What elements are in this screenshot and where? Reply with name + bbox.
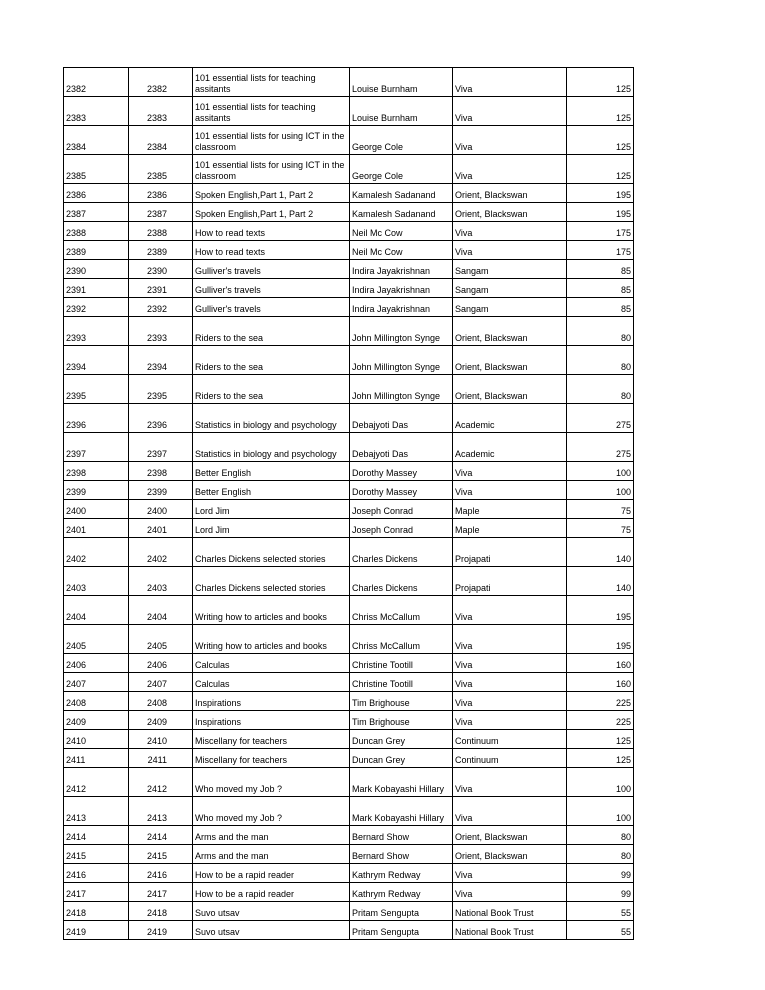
cell-author: Bernard Show — [350, 826, 453, 845]
cell-accession-number: 2407 — [129, 673, 193, 692]
cell-author: Charles Dickens — [350, 567, 453, 596]
cell-serial-number: 2396 — [64, 404, 129, 433]
cell-book-title: Gulliver's travels — [193, 260, 350, 279]
cell-publisher: Projapati — [453, 567, 567, 596]
cell-author: Mark Kobayashi Hillary — [350, 797, 453, 826]
cell-price: 99 — [567, 883, 634, 902]
cell-price: 85 — [567, 298, 634, 317]
cell-accession-number: 2398 — [129, 462, 193, 481]
cell-price: 225 — [567, 711, 634, 730]
cell-publisher: Viva — [453, 481, 567, 500]
cell-accession-number: 2413 — [129, 797, 193, 826]
cell-publisher: Viva — [453, 596, 567, 625]
table-row — [64, 462, 634, 481]
cell-book-title: Calculas — [193, 673, 350, 692]
cell-publisher: Viva — [453, 625, 567, 654]
table-row — [64, 596, 634, 625]
cell-publisher: National Book Trust — [453, 902, 567, 921]
cell-author: John Millington Synge — [350, 375, 453, 404]
table-row — [64, 433, 634, 462]
table-row — [64, 864, 634, 883]
cell-accession-number: 2394 — [129, 346, 193, 375]
cell-price: 100 — [567, 462, 634, 481]
table-row — [64, 222, 634, 241]
cell-price: 80 — [567, 317, 634, 346]
cell-accession-number: 2404 — [129, 596, 193, 625]
cell-price: 80 — [567, 826, 634, 845]
cell-accession-number: 2393 — [129, 317, 193, 346]
cell-serial-number: 2382 — [64, 68, 129, 97]
cell-serial-number: 2400 — [64, 500, 129, 519]
cell-book-title: Gulliver's travels — [193, 298, 350, 317]
cell-publisher: Orient, Blackswan — [453, 845, 567, 864]
cell-price: 55 — [567, 902, 634, 921]
cell-serial-number: 2390 — [64, 260, 129, 279]
cell-accession-number: 2412 — [129, 768, 193, 797]
cell-price: 140 — [567, 538, 634, 567]
cell-book-title: Gulliver's travels — [193, 279, 350, 298]
book-register-table — [63, 67, 634, 940]
cell-author: Kamalesh Sadanand — [350, 203, 453, 222]
cell-accession-number: 2390 — [129, 260, 193, 279]
cell-serial-number: 2389 — [64, 241, 129, 260]
cell-author: Tim Brighouse — [350, 692, 453, 711]
cell-accession-number: 2387 — [129, 203, 193, 222]
cell-publisher: National Book Trust — [453, 921, 567, 940]
table-row — [64, 902, 634, 921]
cell-serial-number: 2409 — [64, 711, 129, 730]
cell-price: 195 — [567, 596, 634, 625]
cell-price: 125 — [567, 749, 634, 768]
cell-price: 175 — [567, 222, 634, 241]
cell-price: 275 — [567, 433, 634, 462]
cell-accession-number: 2389 — [129, 241, 193, 260]
cell-accession-number: 2419 — [129, 921, 193, 940]
cell-publisher: Continuum — [453, 730, 567, 749]
table-row — [64, 711, 634, 730]
cell-price: 195 — [567, 625, 634, 654]
cell-book-title: Inspirations — [193, 711, 350, 730]
table-body — [64, 68, 634, 940]
cell-accession-number: 2382 — [129, 68, 193, 97]
cell-price: 85 — [567, 260, 634, 279]
cell-author: Pritam Sengupta — [350, 921, 453, 940]
cell-author: Chriss McCallum — [350, 625, 453, 654]
cell-price: 195 — [567, 184, 634, 203]
cell-author: George Cole — [350, 126, 453, 155]
cell-serial-number: 2415 — [64, 845, 129, 864]
cell-publisher: Viva — [453, 241, 567, 260]
cell-accession-number: 2397 — [129, 433, 193, 462]
cell-price: 275 — [567, 404, 634, 433]
cell-book-title: Better English — [193, 481, 350, 500]
cell-book-title: How to be a rapid reader — [193, 883, 350, 902]
cell-serial-number: 2410 — [64, 730, 129, 749]
cell-author: Indira Jayakrishnan — [350, 260, 453, 279]
table-row — [64, 126, 634, 155]
cell-book-title: Suvo utsav — [193, 902, 350, 921]
cell-price: 195 — [567, 203, 634, 222]
cell-serial-number: 2384 — [64, 126, 129, 155]
table-row — [64, 749, 634, 768]
cell-publisher: Academic — [453, 404, 567, 433]
table-row — [64, 241, 634, 260]
cell-serial-number: 2413 — [64, 797, 129, 826]
cell-accession-number: 2399 — [129, 481, 193, 500]
table-row — [64, 404, 634, 433]
cell-accession-number: 2392 — [129, 298, 193, 317]
cell-serial-number: 2386 — [64, 184, 129, 203]
cell-serial-number: 2414 — [64, 826, 129, 845]
table-row — [64, 567, 634, 596]
cell-accession-number: 2383 — [129, 97, 193, 126]
cell-publisher: Academic — [453, 433, 567, 462]
cell-price: 80 — [567, 375, 634, 404]
cell-serial-number: 2407 — [64, 673, 129, 692]
cell-book-title: Inspirations — [193, 692, 350, 711]
cell-publisher: Viva — [453, 462, 567, 481]
cell-book-title: How to read texts — [193, 241, 350, 260]
cell-accession-number: 2391 — [129, 279, 193, 298]
cell-publisher: Orient, Blackswan — [453, 346, 567, 375]
cell-publisher: Orient, Blackswan — [453, 375, 567, 404]
cell-serial-number: 2394 — [64, 346, 129, 375]
cell-author: Bernard Show — [350, 845, 453, 864]
cell-accession-number: 2384 — [129, 126, 193, 155]
cell-accession-number: 2409 — [129, 711, 193, 730]
cell-serial-number: 2416 — [64, 864, 129, 883]
table-row — [64, 481, 634, 500]
cell-author: Indira Jayakrishnan — [350, 279, 453, 298]
cell-accession-number: 2410 — [129, 730, 193, 749]
cell-publisher: Sangam — [453, 298, 567, 317]
cell-book-title: How to be a rapid reader — [193, 864, 350, 883]
cell-book-title: Spoken English,Part 1, Part 2 — [193, 203, 350, 222]
cell-publisher: Maple — [453, 500, 567, 519]
cell-price: 100 — [567, 768, 634, 797]
cell-publisher: Viva — [453, 692, 567, 711]
cell-price: 125 — [567, 97, 634, 126]
cell-book-title: 101 essential lists for teaching assitants — [193, 97, 350, 126]
cell-book-title: Who moved my Job ? — [193, 768, 350, 797]
cell-price: 160 — [567, 673, 634, 692]
cell-book-title: Arms and the man — [193, 845, 350, 864]
cell-accession-number: 2402 — [129, 538, 193, 567]
cell-book-title: Who moved my Job ? — [193, 797, 350, 826]
cell-serial-number: 2402 — [64, 538, 129, 567]
table-row — [64, 692, 634, 711]
cell-publisher: Orient, Blackswan — [453, 826, 567, 845]
cell-accession-number: 2416 — [129, 864, 193, 883]
table-row — [64, 797, 634, 826]
cell-publisher: Viva — [453, 654, 567, 673]
cell-publisher: Viva — [453, 711, 567, 730]
cell-book-title: Riders to the sea — [193, 346, 350, 375]
cell-publisher: Viva — [453, 68, 567, 97]
cell-accession-number: 2401 — [129, 519, 193, 538]
cell-book-title: Lord Jim — [193, 500, 350, 519]
cell-author: Joseph Conrad — [350, 519, 453, 538]
cell-serial-number: 2395 — [64, 375, 129, 404]
cell-book-title: Statistics in biology and psychology — [193, 433, 350, 462]
cell-publisher: Viva — [453, 883, 567, 902]
cell-author: Debajyoti Das — [350, 404, 453, 433]
cell-author: Kathrym Redway — [350, 864, 453, 883]
cell-serial-number: 2392 — [64, 298, 129, 317]
cell-price: 75 — [567, 519, 634, 538]
cell-price: 125 — [567, 155, 634, 184]
cell-publisher: Maple — [453, 519, 567, 538]
table-row — [64, 519, 634, 538]
cell-book-title: 101 essential lists for using ICT in the classroom — [193, 155, 350, 184]
cell-serial-number: 2404 — [64, 596, 129, 625]
cell-book-title: 101 essential lists for teaching assitants — [193, 68, 350, 97]
cell-author: Neil Mc Cow — [350, 222, 453, 241]
cell-author: Kamalesh Sadanand — [350, 184, 453, 203]
cell-accession-number: 2405 — [129, 625, 193, 654]
cell-book-title: Miscellany for teachers — [193, 730, 350, 749]
cell-author: John Millington Synge — [350, 346, 453, 375]
cell-author: Charles Dickens — [350, 538, 453, 567]
table-row — [64, 921, 634, 940]
cell-author: George Cole — [350, 155, 453, 184]
table-row — [64, 203, 634, 222]
table-row — [64, 625, 634, 654]
cell-publisher: Sangam — [453, 279, 567, 298]
cell-author: Chriss McCallum — [350, 596, 453, 625]
cell-book-title: Spoken English,Part 1, Part 2 — [193, 184, 350, 203]
cell-accession-number: 2418 — [129, 902, 193, 921]
cell-book-title: Writing how to articles and books — [193, 625, 350, 654]
cell-accession-number: 2417 — [129, 883, 193, 902]
cell-price: 125 — [567, 730, 634, 749]
cell-accession-number: 2408 — [129, 692, 193, 711]
table-row — [64, 500, 634, 519]
cell-accession-number: 2414 — [129, 826, 193, 845]
cell-author: Joseph Conrad — [350, 500, 453, 519]
cell-publisher: Viva — [453, 97, 567, 126]
cell-serial-number: 2405 — [64, 625, 129, 654]
cell-publisher: Sangam — [453, 260, 567, 279]
cell-book-title: Riders to the sea — [193, 375, 350, 404]
cell-price: 125 — [567, 126, 634, 155]
cell-serial-number: 2387 — [64, 203, 129, 222]
table-row — [64, 845, 634, 864]
cell-price: 75 — [567, 500, 634, 519]
table-row — [64, 826, 634, 845]
cell-publisher: Orient, Blackswan — [453, 184, 567, 203]
cell-accession-number: 2395 — [129, 375, 193, 404]
cell-serial-number: 2398 — [64, 462, 129, 481]
table-row — [64, 375, 634, 404]
cell-author: Dorothy Massey — [350, 462, 453, 481]
cell-book-title: Riders to the sea — [193, 317, 350, 346]
cell-price: 140 — [567, 567, 634, 596]
cell-accession-number: 2388 — [129, 222, 193, 241]
cell-author: John Millington Synge — [350, 317, 453, 346]
cell-author: Neil Mc Cow — [350, 241, 453, 260]
cell-price: 85 — [567, 279, 634, 298]
cell-accession-number: 2406 — [129, 654, 193, 673]
cell-publisher: Orient, Blackswan — [453, 203, 567, 222]
cell-author: Pritam Sengupta — [350, 902, 453, 921]
table-row — [64, 654, 634, 673]
cell-accession-number: 2385 — [129, 155, 193, 184]
cell-publisher: Projapati — [453, 538, 567, 567]
cell-author: Tim Brighouse — [350, 711, 453, 730]
cell-price: 160 — [567, 654, 634, 673]
cell-serial-number: 2401 — [64, 519, 129, 538]
cell-serial-number: 2393 — [64, 317, 129, 346]
cell-serial-number: 2385 — [64, 155, 129, 184]
cell-publisher: Continuum — [453, 749, 567, 768]
cell-serial-number: 2411 — [64, 749, 129, 768]
cell-book-title: 101 essential lists for using ICT in the classroom — [193, 126, 350, 155]
cell-author: Louise Burnham — [350, 68, 453, 97]
cell-author: Duncan Grey — [350, 749, 453, 768]
cell-author: Louise Burnham — [350, 97, 453, 126]
table-row — [64, 279, 634, 298]
cell-author: Debajyoti Das — [350, 433, 453, 462]
cell-author: Indira Jayakrishnan — [350, 298, 453, 317]
cell-publisher: Viva — [453, 864, 567, 883]
table-row — [64, 730, 634, 749]
cell-accession-number: 2403 — [129, 567, 193, 596]
cell-author: Dorothy Massey — [350, 481, 453, 500]
cell-book-title: How to read texts — [193, 222, 350, 241]
cell-price: 80 — [567, 346, 634, 375]
cell-price: 175 — [567, 241, 634, 260]
cell-book-title: Writing how to articles and books — [193, 596, 350, 625]
cell-price: 80 — [567, 845, 634, 864]
cell-serial-number: 2383 — [64, 97, 129, 126]
cell-price: 125 — [567, 68, 634, 97]
cell-author: Christine Tootill — [350, 654, 453, 673]
cell-author: Mark Kobayashi Hillary — [350, 768, 453, 797]
cell-serial-number: 2406 — [64, 654, 129, 673]
cell-price: 99 — [567, 864, 634, 883]
table-row — [64, 260, 634, 279]
cell-publisher: Viva — [453, 222, 567, 241]
table-row — [64, 346, 634, 375]
cell-book-title: Calculas — [193, 654, 350, 673]
cell-serial-number: 2408 — [64, 692, 129, 711]
cell-book-title: Better English — [193, 462, 350, 481]
table-row — [64, 68, 634, 97]
cell-accession-number: 2415 — [129, 845, 193, 864]
cell-book-title: Arms and the man — [193, 826, 350, 845]
cell-serial-number: 2397 — [64, 433, 129, 462]
cell-publisher: Orient, Blackswan — [453, 317, 567, 346]
cell-serial-number: 2388 — [64, 222, 129, 241]
cell-serial-number: 2417 — [64, 883, 129, 902]
cell-serial-number: 2418 — [64, 902, 129, 921]
cell-book-title: Miscellany for teachers — [193, 749, 350, 768]
cell-book-title: Statistics in biology and psychology — [193, 404, 350, 433]
cell-accession-number: 2396 — [129, 404, 193, 433]
cell-book-title: Lord Jim — [193, 519, 350, 538]
table-row — [64, 768, 634, 797]
cell-author: Kathrym Redway — [350, 883, 453, 902]
cell-price: 100 — [567, 797, 634, 826]
cell-book-title: Charles Dickens selected stories — [193, 567, 350, 596]
cell-publisher: Viva — [453, 768, 567, 797]
cell-price: 100 — [567, 481, 634, 500]
table-row — [64, 97, 634, 126]
cell-price: 225 — [567, 692, 634, 711]
cell-book-title: Charles Dickens selected stories — [193, 538, 350, 567]
cell-accession-number: 2386 — [129, 184, 193, 203]
cell-serial-number: 2399 — [64, 481, 129, 500]
cell-accession-number: 2411 — [129, 749, 193, 768]
cell-serial-number: 2412 — [64, 768, 129, 797]
cell-accession-number: 2400 — [129, 500, 193, 519]
cell-publisher: Viva — [453, 797, 567, 826]
cell-author: Duncan Grey — [350, 730, 453, 749]
table-row — [64, 673, 634, 692]
table-row — [64, 184, 634, 203]
table-row — [64, 298, 634, 317]
cell-price: 55 — [567, 921, 634, 940]
table-row — [64, 155, 634, 184]
cell-publisher: Viva — [453, 673, 567, 692]
cell-serial-number: 2419 — [64, 921, 129, 940]
cell-serial-number: 2391 — [64, 279, 129, 298]
cell-book-title: Suvo utsav — [193, 921, 350, 940]
table-row — [64, 538, 634, 567]
cell-author: Christine Tootill — [350, 673, 453, 692]
table-row — [64, 317, 634, 346]
cell-serial-number: 2403 — [64, 567, 129, 596]
cell-publisher: Viva — [453, 126, 567, 155]
table-row — [64, 883, 634, 902]
cell-publisher: Viva — [453, 155, 567, 184]
